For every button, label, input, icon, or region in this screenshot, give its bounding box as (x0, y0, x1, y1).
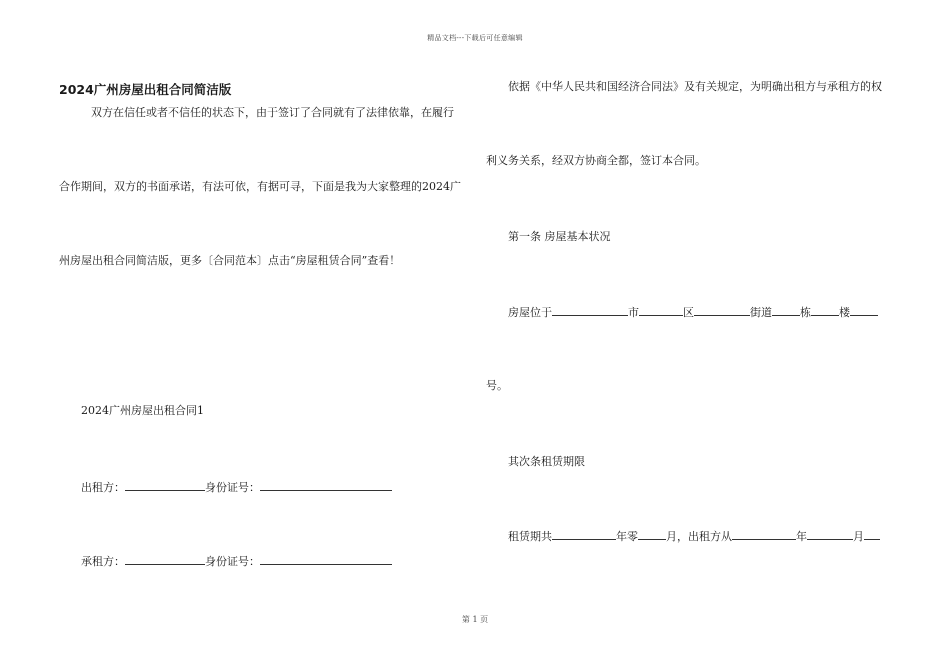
district-blank (639, 305, 683, 316)
basis-line-1: 依据《中华人民共和国经济合同法》及有关规定，为明确出租方与承租方的权 (508, 80, 882, 93)
district-label: 区 (683, 306, 694, 319)
street-label: 街道 (750, 306, 772, 319)
lessor-row (81, 480, 392, 495)
page-header: 精品文档---下载后可任意编辑 (427, 34, 523, 42)
lessor-id-label: 身份证号： (205, 481, 260, 494)
location-row (508, 305, 878, 320)
intro-line-1: 双方在信任或者不信任的状态下，由于签订了合同就有了法律依靠，在履行 (91, 106, 454, 119)
location-prefix: 房屋位于 (508, 306, 552, 319)
lessee-id-label: 身份证号： (205, 555, 260, 568)
building-blank (772, 305, 800, 316)
article-2-heading: 其次条租赁期限 (508, 455, 585, 468)
lessee-name-blank (125, 554, 205, 565)
start-month-label: 月 (853, 530, 864, 543)
building-label: 栋 (800, 306, 811, 319)
start-month-blank (807, 529, 853, 540)
lessor-name-blank (125, 480, 205, 491)
years-blank (552, 529, 616, 540)
years-label: 年零 (616, 530, 638, 543)
term-prefix: 租赁期共 (508, 530, 552, 543)
floor-blank (811, 305, 839, 316)
lessor-label: 出租方： (81, 481, 125, 494)
intro-line-3: 州房屋出租合同简洁版，更多〔合同范本〕点击“房屋租赁合同”查看！ (59, 254, 401, 267)
months-label: 月，出租方从 (666, 530, 732, 543)
lessor-id-blank (260, 480, 392, 491)
term-row (508, 529, 880, 544)
floor-label: 楼 (839, 306, 850, 319)
document-title: 2024广州房屋出租合同简洁版 (59, 82, 232, 97)
city-blank (552, 305, 628, 316)
lessee-row (81, 554, 392, 569)
basis-line-2: 利义务关系，经双方协商全都，签订本合同。 (486, 154, 706, 167)
intro-line-2: 合作期间，双方的书面承诺，有法可依，有据可寻，下面是我为大家整理的2024广 (59, 180, 461, 193)
lessee-label: 承租方： (81, 555, 125, 568)
article-1-heading: 第一条 房屋基本状况 (508, 230, 611, 243)
contract-heading: 2024广州房屋出租合同1 (81, 404, 204, 417)
city-label: 市 (628, 306, 639, 319)
lessee-id-blank (260, 554, 392, 565)
start-year-label: 年 (796, 530, 807, 543)
street-blank (694, 305, 750, 316)
room-suffix: 号。 (486, 379, 508, 392)
page-number: 第 1 页 (461, 615, 489, 624)
months-blank (638, 529, 666, 540)
trailing-blank (864, 529, 880, 540)
start-year-blank (732, 529, 796, 540)
room-blank (850, 305, 878, 316)
